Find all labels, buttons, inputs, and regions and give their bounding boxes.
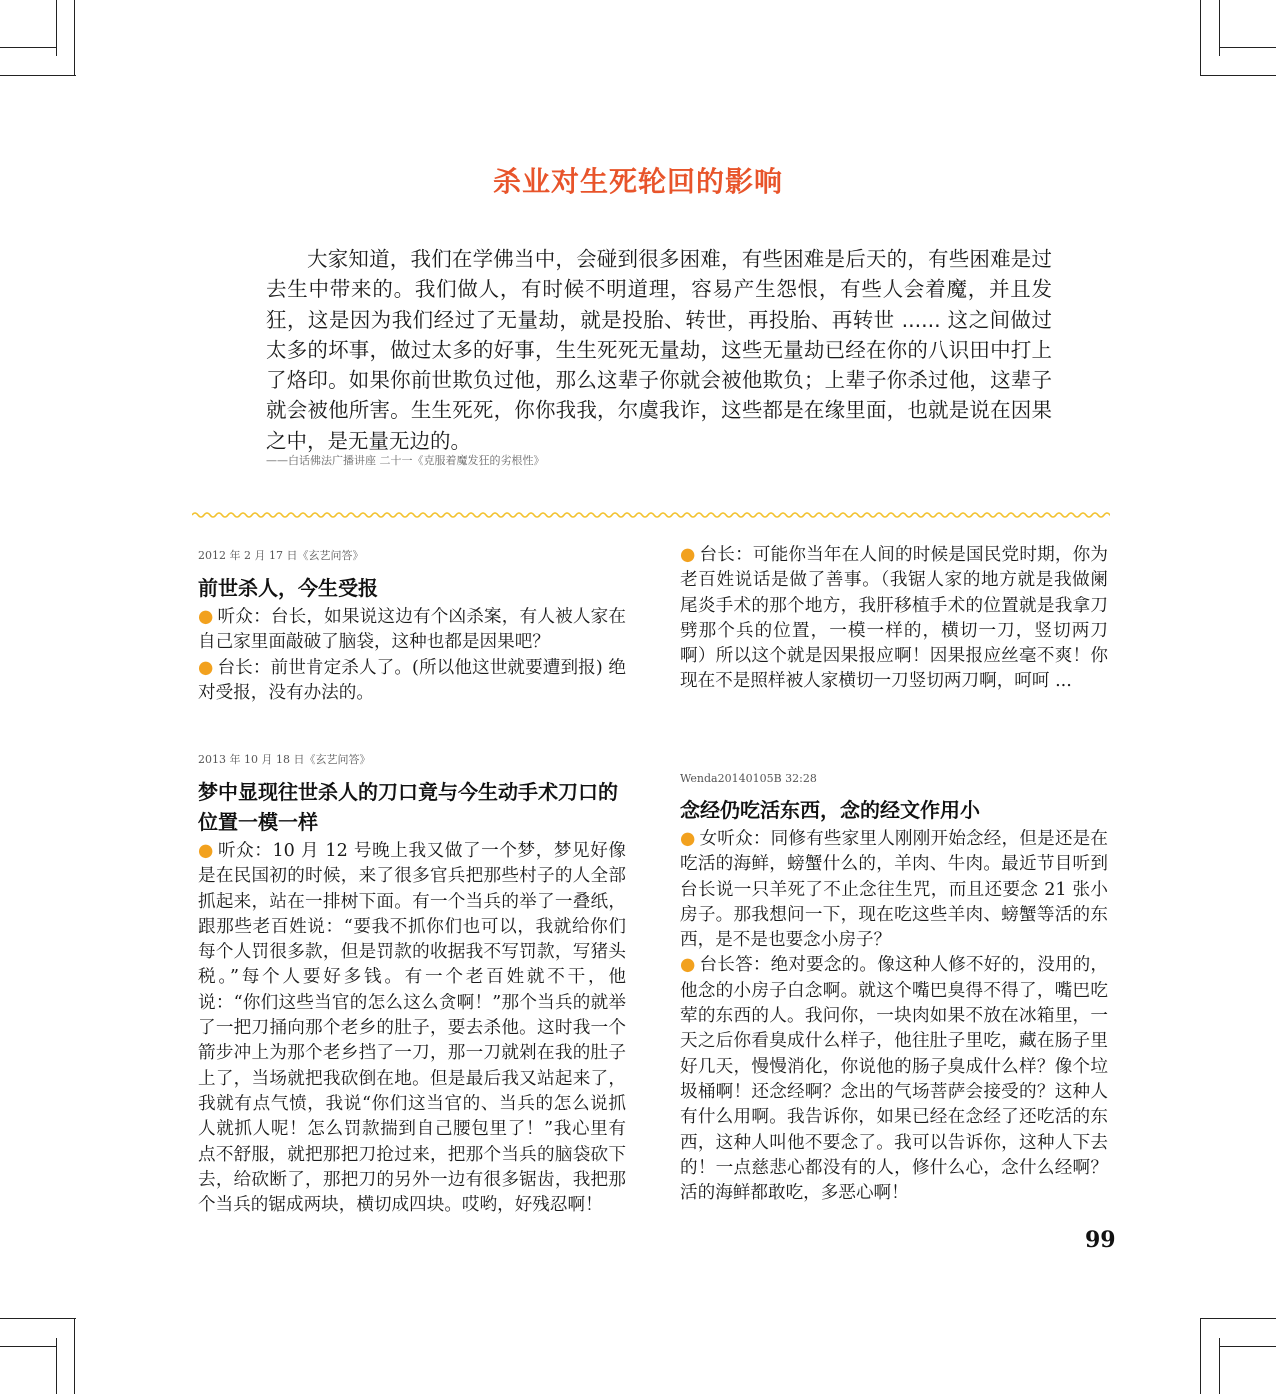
- bullet-icon: ●: [680, 955, 696, 976]
- qa-paragraph: ● 听众：台长，如果说这边有个凶杀案，有人被人家在自己家里面敲破了脑袋，这种也都是因果吧？: [198, 607, 626, 653]
- bullet-icon: ●: [680, 545, 696, 565]
- qa-paragraph: ● 台长答：绝对要念的。像这种人修不好的，没用的，他念的小房子白念啊。就这个嘴巴臭得不得了，嘴巴吃荤的东西的人。我问你，一块肉如果不放在冰箱里，一天之后你看臭成什么样子，他往肚子里吃，藏在肠子里好几天，慢慢消化，你说他的肠子臭成什么样？像个垃圾桶啊！还念经啊？念出的气场菩萨会接受的？这种人有什么用啊。我告诉你，如果已经在念经了还吃活的东西，这种人叫他不要念了。我可以告诉你，这种人下去的！一点慈悲心都没有的人，修什么心，念什么经啊？活的海鲜都敢吃，多恶心啊！: [680, 955, 1108, 1204]
- crop-mark: [1219, 0, 1220, 56]
- section-2: [198, 751, 626, 1218]
- crop-mark: [1200, 75, 1276, 76]
- crop-mark: [1200, 0, 1201, 76]
- bullet-icon: ●: [198, 607, 214, 627]
- crop-mark: [74, 1318, 75, 1394]
- qa-paragraph: ● 听众：10 月 12 号晚上我又做了一个梦，梦见好像是在民国初的时候，来了很多官兵把那些村子的人全部抓起来，站在一排树下面。有一个当兵的举了一叠纸，跟那些老百姓说：“要我不抓你们也可以，我就给你们每个人罚很多款，但是罚款的收据我不写罚款，写猪头税。”每个人要好多钱。有一个老百姓就不干，他说：“你们这些当官的怎么这么贪啊！”那个当兵的就举了一把刀捅向那个老乡的肚子，要去杀他。这时我一个箭步冲上为那个老乡挡了一刀，那一刀就剁在我的肚子上了，当场就把我砍倒在地。但是最后我又站起来了，我就有点气愤，我说“你们这当官的、当兵的怎么说抓人就抓人呢！怎么罚款揣到自己腰包里了！”我心里有点不舒服，就把那把刀抢过来，把那个当兵的脑袋砍下去，给砍断了，那把刀的另外一边有很多锯齿，我把那个当兵的锯成两块，横切成四块。哎哟，好残忍啊！: [198, 841, 626, 1216]
- section-title: 梦中显现往世杀人的刀口竟与今生动手术刀口的位置一模一样: [198, 780, 618, 834]
- section-date: 2012 年 2 月 17 日《玄艺问答》: [198, 549, 364, 562]
- bullet-icon: ●: [198, 841, 214, 861]
- section-2-continued: [680, 543, 1108, 695]
- page-title: 杀业对生死轮回的影响: [492, 165, 783, 198]
- bullet-icon: ●: [198, 657, 214, 678]
- crop-mark: [56, 1338, 57, 1394]
- crop-mark: [56, 0, 57, 56]
- bullet-icon: ●: [680, 829, 696, 849]
- wavy-divider: [192, 508, 1110, 522]
- crop-mark: [1200, 1318, 1201, 1394]
- qa-paragraph: ● 台长：前世肯定杀人了。(所以他这世就要遭到报) 绝对受报，没有办法的。: [198, 657, 626, 703]
- crop-mark: [1220, 47, 1276, 48]
- crop-mark: [0, 1318, 76, 1319]
- crop-mark: [1220, 1346, 1276, 1347]
- section-date: 2013 年 10 月 18 日《玄艺问答》: [198, 753, 371, 766]
- section-1: [198, 547, 626, 706]
- intro-paragraph: 大家知道，我们在学佛当中，会碰到很多困难，有些困难是后天的，有些困难是过去生中带来的。我们做人，有时候不明道理，容易产生怨恨，有些人会着魔，并且发狂，这是因为我们经过了无量劫，就是投胎、转世，再投胎、再转世 ...... 这之间做过太多的坏事，做过太多的好事，生生死死无量劫，这些无量劫已经在你的八识田中打上了烙印。如果你前世欺负过他，那么这辈子你就会被他欺负；上辈子你杀过他，这辈子就会被他所害。生生死死，你你我我，尔虞我诈，这些都是在缘里面，也就是说在因果之中，是无量无边的。: [266, 247, 1052, 453]
- qa-paragraph: ● 台长：可能你当年在人间的时候是国民党时期，你为老百姓说话是做了善事。（我锯人家的地方就是我做阑尾炎手术的那个地方，我肝移植手术的位置就是我拿刀劈那个兵的位置，一模一样的，横切一刀，竖切两刀啊）所以这个就是因果报应啊！因果报应丝毫不爽！你现在不是照样被人家横切一刀竖切两刀啊，呵呵 ...: [680, 545, 1108, 692]
- crop-mark: [1200, 1318, 1276, 1319]
- crop-mark: [0, 47, 56, 48]
- crop-mark: [74, 0, 75, 76]
- qa-paragraph: ● 女听众：同修有些家里人刚刚开始念经，但是还是在吃活的海鲜，螃蟹什么的，羊肉、牛肉。最近节目听到台长说一只羊死了不止念往生咒，而且还要念 21 张小房子。那我想问一下，现在吃这些羊肉、螃蟹等活的东西，是不是也要念小房子？: [680, 829, 1108, 951]
- section-title: 念经仍吃活东西，念的经文作用小: [680, 798, 980, 822]
- intro-source: ——白话佛法广播讲座 二十一《克服着魔发狂的劣根性》: [266, 454, 545, 467]
- crop-mark: [0, 1346, 56, 1347]
- section-title: 前世杀人，今生受报: [198, 576, 378, 600]
- section-date: Wenda20140105B 32:28: [680, 772, 817, 785]
- section-3: [680, 772, 1108, 1206]
- crop-mark: [1219, 1338, 1220, 1394]
- crop-mark: [0, 75, 76, 76]
- page-number: 99: [1085, 1227, 1116, 1253]
